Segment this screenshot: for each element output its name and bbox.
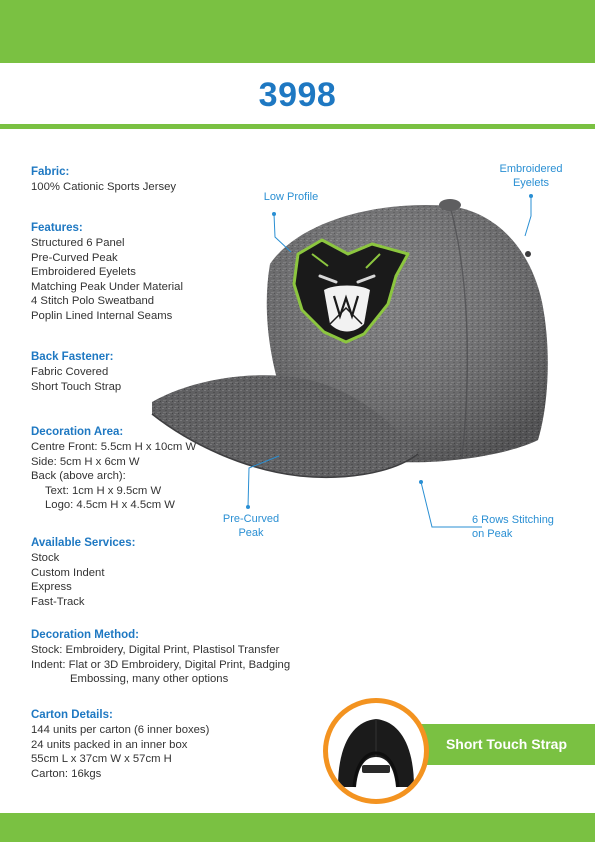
spec-line: Centre Front: 5.5cm H x 10cm W bbox=[31, 441, 197, 453]
callout-text: Low Profile bbox=[263, 191, 319, 203]
fabric-heading: Fabric: bbox=[31, 166, 70, 178]
spec-line: 4 Stitch Polo Sweatband bbox=[31, 295, 155, 308]
bottom-color-band bbox=[0, 813, 595, 842]
strap-detail-image bbox=[323, 698, 429, 804]
carton-details-heading: Carton Details: bbox=[31, 709, 113, 721]
callout-text: Embroidered bbox=[499, 163, 563, 175]
spec-line: 24 units packed in an inner box bbox=[31, 738, 188, 751]
spec-line: Embroidered Eyelets bbox=[31, 266, 136, 279]
spec-line: Short Touch Strap bbox=[31, 380, 122, 393]
available-services-heading: Available Services: bbox=[31, 537, 136, 549]
spec-line: Express bbox=[31, 581, 72, 594]
spec-line: Carton: 16kgs bbox=[31, 767, 102, 780]
spec-line: Custom Indent bbox=[31, 566, 105, 579]
spec-subline: Logo: 4.5cm H x 4.5cm W bbox=[45, 499, 175, 512]
spec-line: 100% Cationic Sports Jersey bbox=[31, 181, 177, 193]
spec-line: 144 units per carton (6 inner boxes) bbox=[31, 724, 210, 736]
callout-text: Peak bbox=[238, 527, 264, 539]
spec-line: Back (above arch): bbox=[31, 470, 126, 483]
spec-line: Matching Peak Under Material bbox=[31, 280, 183, 293]
spec-line: Pre-Curved Peak bbox=[31, 251, 118, 264]
spec-line: Poplin Lined Internal Seams bbox=[31, 309, 173, 322]
spec-line: Stock bbox=[31, 552, 60, 564]
callout-rows-stitching bbox=[472, 513, 584, 541]
product-code-title: 3998 bbox=[258, 76, 337, 114]
spec-line: Indent: Flat or 3D Embroidery, Digital Print, Badging bbox=[31, 658, 291, 671]
back-fastener-heading: Back Fastener: bbox=[31, 351, 114, 363]
spec-line: Stock: Embroidery, Digital Print, Plastisol Transfer bbox=[31, 644, 280, 656]
callout-text: 6 Rows Stitching bbox=[472, 514, 554, 526]
decoration-area-heading: Decoration Area: bbox=[31, 426, 124, 438]
callout-pre-curved-peak bbox=[206, 512, 296, 540]
strap-banner: Short Touch Strap bbox=[418, 724, 595, 765]
spec-subline: Text: 1cm H x 9.5cm W bbox=[45, 484, 162, 497]
spec-line: Structured 6 Panel bbox=[31, 237, 125, 249]
spec-line: Fast-Track bbox=[31, 595, 85, 608]
spec-line: Fabric Covered bbox=[31, 366, 109, 378]
callout-text: Eyelets bbox=[512, 177, 550, 189]
spec-continuation: Embossing, many other options bbox=[70, 673, 229, 686]
decoration-method-heading: Decoration Method: bbox=[31, 629, 139, 641]
features-heading: Features: bbox=[31, 222, 83, 234]
spec-line: Side: 5cm H x 6cm W bbox=[31, 455, 140, 468]
callout-low-profile bbox=[246, 190, 336, 204]
callout-embroidered-eyelets bbox=[484, 162, 578, 190]
callout-text: on Peak bbox=[472, 528, 513, 540]
callout-text: Pre-Curved bbox=[222, 513, 280, 525]
spec-line: 55cm L x 37cm W x 57cm H bbox=[31, 753, 172, 766]
